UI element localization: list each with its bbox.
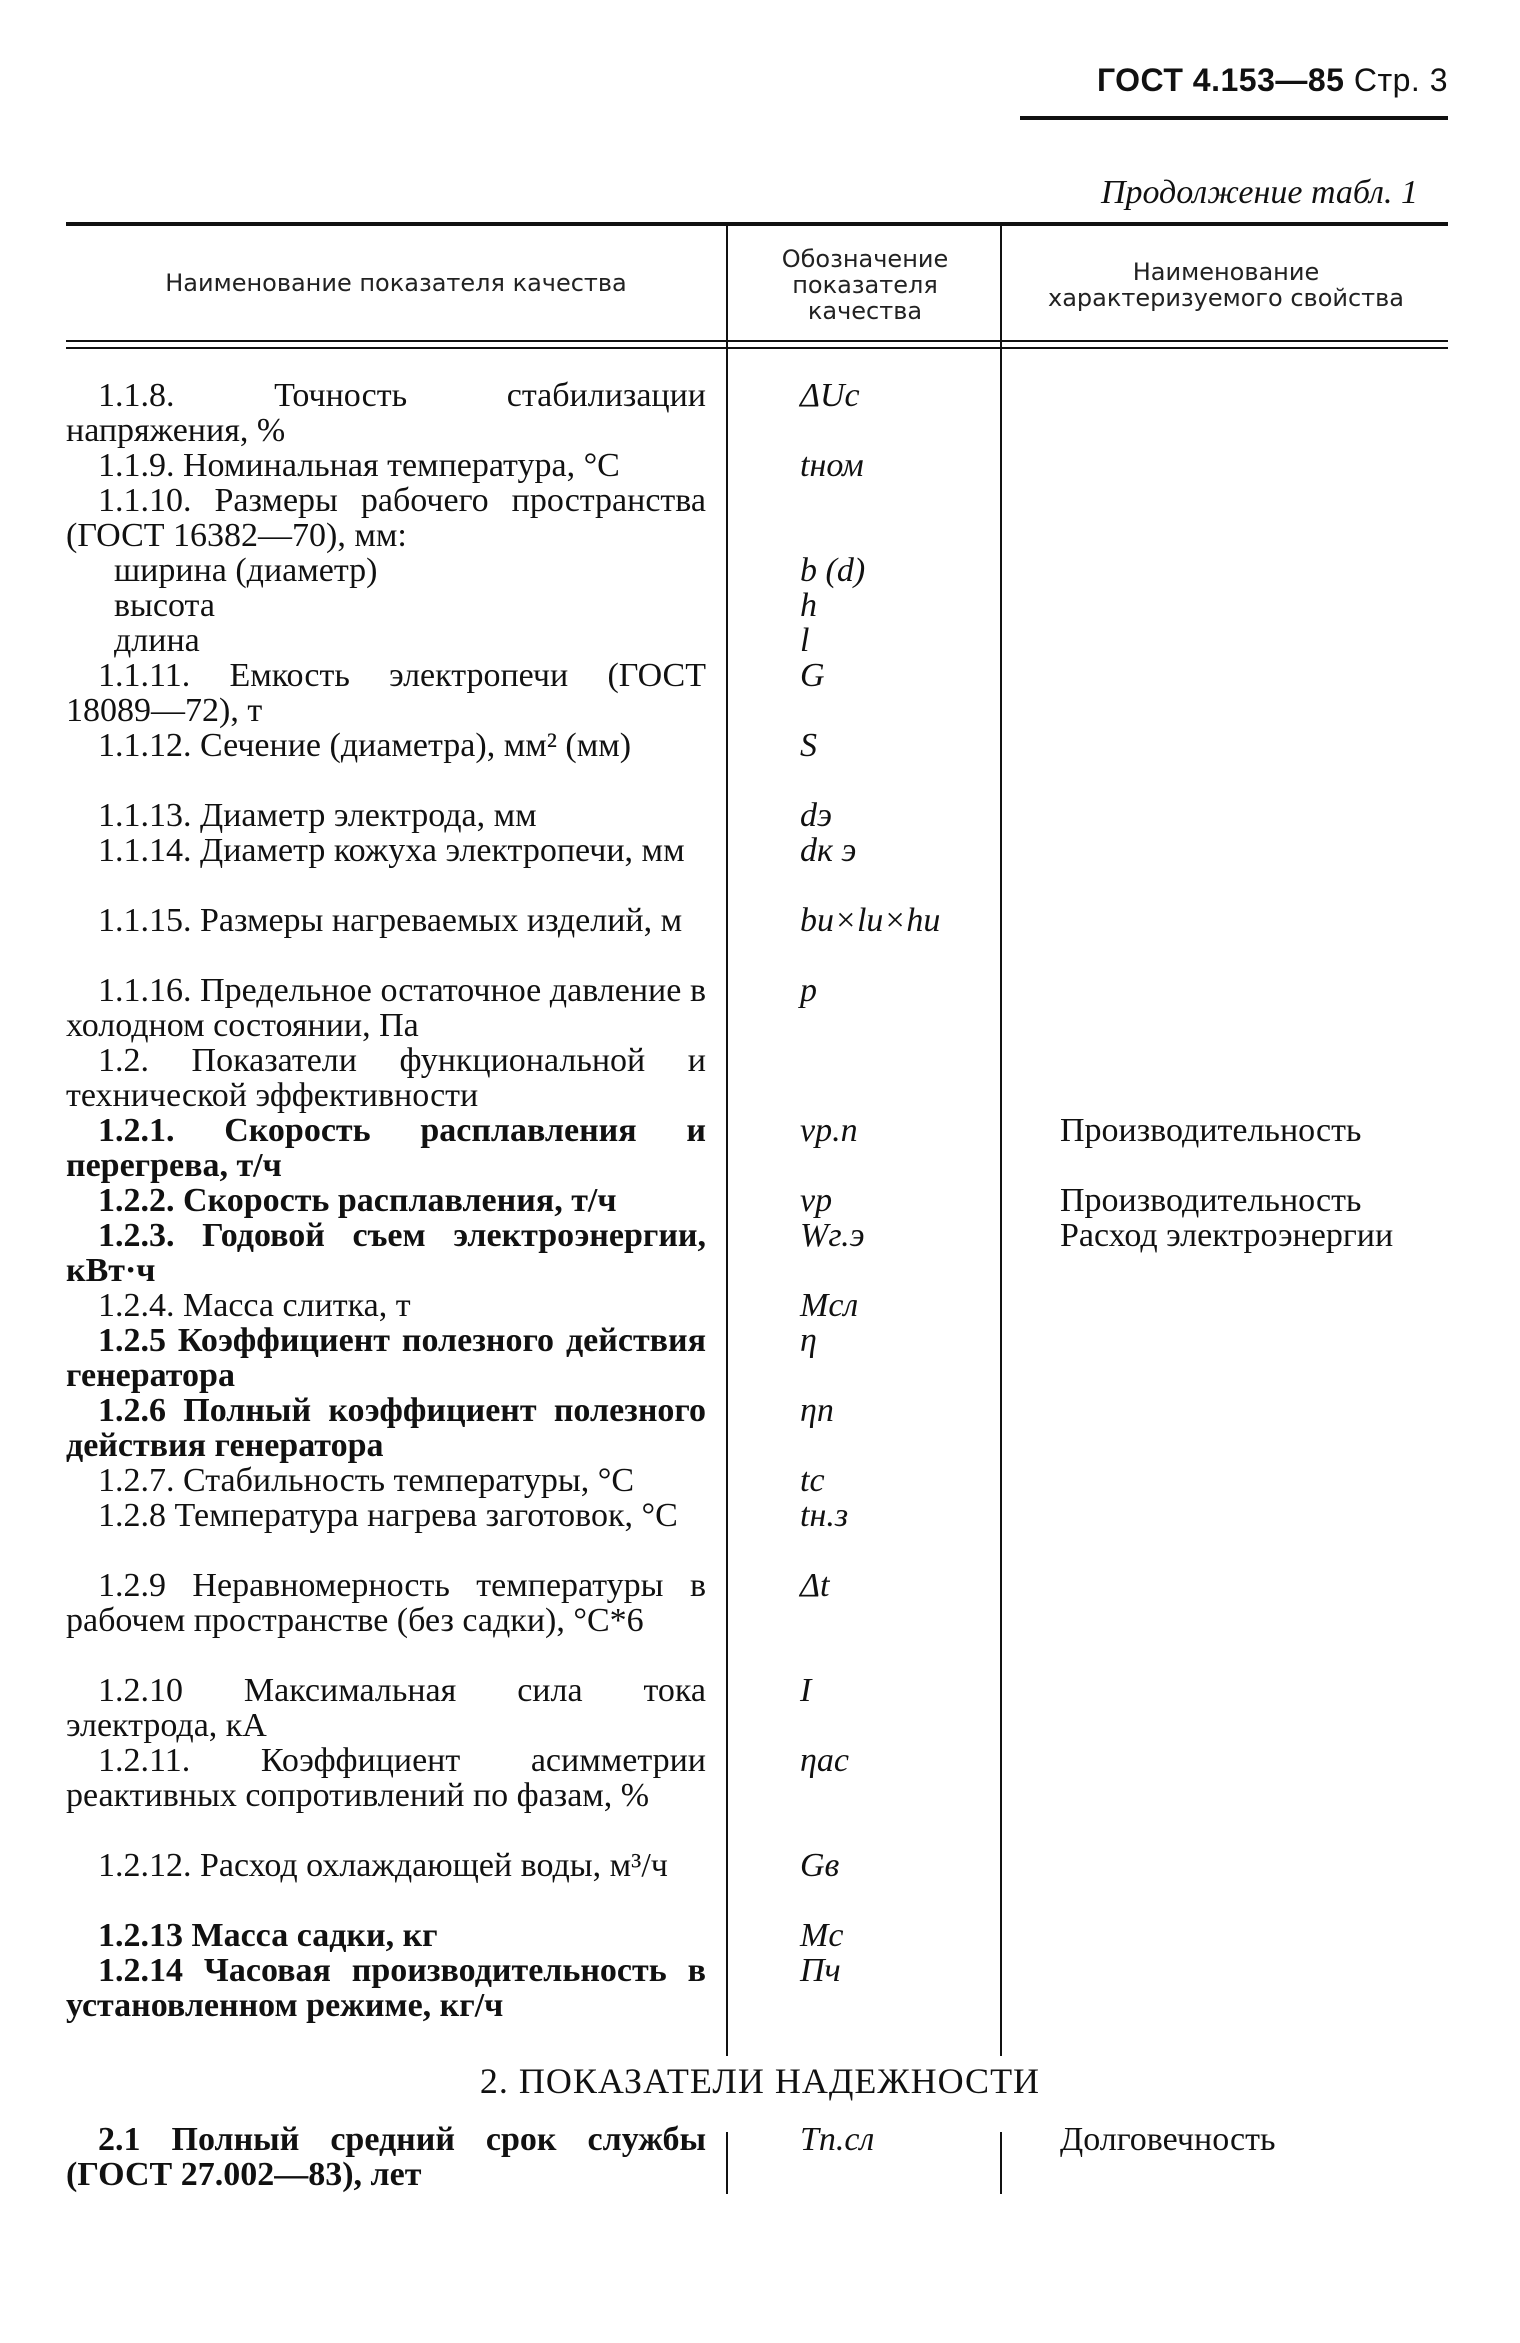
row-property: Производительность [1060, 1182, 1362, 1219]
table-row [0, 1498, 1520, 1568]
table-body [0, 378, 1520, 2023]
row-name: длина [114, 622, 200, 659]
column-header-name: Наименование показателя качества [165, 269, 627, 297]
row-name: 1.1.16. Предельное остаточное давление в холодном состоянии, Па [66, 972, 706, 1044]
row-name: 1.1.15. Размеры нагреваемых изделий, м [98, 902, 683, 939]
row-name: 1.1.14. Диаметр кожуха электропечи, мм [98, 832, 685, 869]
table-row [0, 1183, 1520, 1218]
table-row [0, 1113, 1520, 1183]
table-row [0, 623, 1520, 658]
row-name: 1.2.13 Масса садки, кг [98, 1917, 438, 1954]
standard-number: ГОСТ 4.153—85 [1096, 62, 1345, 98]
table-row [0, 2122, 1520, 2192]
row-symbol: Gв [800, 1847, 840, 1884]
row-name: 1.2.11. Коэффициент асимметрии реактивных сопротивлений по фазам, % [66, 1742, 706, 1814]
row-symbol: I [800, 1672, 812, 1709]
row-name: 1.2.2. Скорость расплавления, т/ч [98, 1182, 617, 1219]
table-row [0, 1218, 1520, 1288]
table-row [0, 483, 1520, 553]
row-symbol: Wг.э [800, 1217, 865, 1254]
row-name: 1.1.11. Емкость электропечи (ГОСТ 18089—72), т [66, 657, 706, 729]
table-row [0, 728, 1520, 798]
row-symbol: ηп [800, 1392, 834, 1429]
row-name: высота [114, 587, 215, 624]
row-property: Расход электроэнергии [1060, 1217, 1394, 1254]
row-name: 1.2.9 Неравномерность температуры в рабочем пространстве (без садки), °С*6 [66, 1567, 706, 1639]
header-bottom-rule-2 [66, 347, 1448, 349]
row-symbol: η [800, 1322, 817, 1359]
table-row [0, 903, 1520, 973]
column-separator-3 [726, 2132, 728, 2194]
row-symbol: tном [800, 447, 864, 484]
row-symbol: dк э [800, 832, 857, 869]
table-row [0, 378, 1520, 448]
row-property: Производительность [1060, 1112, 1362, 1149]
row-name: 1.2. Показатели функциональной и технической эффективности [66, 1042, 706, 1114]
table-row [0, 1288, 1520, 1323]
column-header-symbol: Обозначение показателя качества [781, 245, 949, 325]
table-row [0, 1393, 1520, 1463]
row-symbol: Mсл [800, 1287, 859, 1324]
row-symbol: h [800, 587, 817, 624]
row-symbol: Пч [800, 1952, 841, 1989]
row-symbol: vр [800, 1182, 833, 1219]
row-name: 1.2.7. Стабильность температуры, °С [98, 1462, 635, 1499]
row-name: ширина (диаметр) [114, 552, 378, 589]
row-name: 1.2.12. Расход охлаждающей воды, м³/ч [98, 1847, 668, 1884]
row-symbol: S [800, 727, 817, 764]
row-name: 1.1.9. Номинальная температура, °С [98, 447, 620, 484]
row-name: 1.2.5 Коэффициент полезного действия генератора [66, 1322, 706, 1394]
table-row [0, 798, 1520, 833]
row-property: Долговечность [1060, 2121, 1276, 2158]
table-row [0, 833, 1520, 903]
row-name: 1.2.10 Максимальная сила тока электрода, кА [66, 1672, 706, 1744]
row-symbol: G [800, 657, 825, 694]
table-row [0, 553, 1520, 588]
table-row [0, 1953, 1520, 2023]
running-header [1097, 62, 1448, 99]
row-symbol: tн.з [800, 1497, 849, 1534]
row-symbol: dэ [800, 797, 832, 834]
row-name: 1.1.12. Сечение (диаметра), мм² (мм) [98, 727, 632, 764]
table-row [0, 1918, 1520, 1953]
row-symbol: Δt [800, 1567, 830, 1604]
header-bottom-rule [66, 340, 1448, 342]
table-row [0, 1463, 1520, 1498]
table-row [0, 1673, 1520, 1743]
table-row [0, 658, 1520, 728]
column-separator-4 [1000, 2132, 1002, 2194]
row-symbol: tс [800, 1462, 825, 1499]
row-name: 1.1.8. Точность стабилизации напряжения, % [66, 377, 706, 449]
table-row [0, 973, 1520, 1043]
table-row [0, 1743, 1520, 1848]
row-symbol: p [800, 972, 817, 1009]
table-row [0, 1043, 1520, 1113]
row-name: 1.2.14 Часовая производительность в установленном режиме, кг/ч [66, 1952, 706, 2024]
row-symbol: Tп.сл [800, 2121, 875, 2158]
table-continuation-caption: Продолжение табл. 1 [1100, 174, 1418, 211]
row-symbol: l [800, 622, 810, 659]
table-row [0, 1568, 1520, 1673]
row-symbol: ηас [800, 1742, 849, 1779]
row-name: 1.2.4. Масса слитка, т [98, 1287, 411, 1324]
row-symbol: Mс [800, 1917, 844, 1954]
table-row [0, 1323, 1520, 1393]
row-name: 2.1 Полный средний срок службы (ГОСТ 27.002—83), лет [66, 2121, 706, 2193]
row-symbol: b (d) [800, 552, 866, 589]
section-title: 2. ПОКАЗАТЕЛИ НАДЕЖНОСТИ [479, 2061, 1041, 2101]
row-symbol: vр.п [800, 1112, 858, 1149]
row-name: 1.2.6 Полный коэффициент полезного действия генератора [66, 1392, 706, 1464]
row-name: 1.2.8 Температура нагрева заготовок, °С [98, 1497, 678, 1534]
table-row [0, 448, 1520, 483]
row-name: 1.1.10. Размеры рабочего пространства (ГОСТ 16382—70), мм: [66, 482, 706, 554]
row-symbol: bи×lи×hи [800, 902, 941, 939]
row-name: 1.2.3. Годовой съем электроэнергии, кВт·ч [66, 1217, 706, 1289]
table-row [0, 1848, 1520, 1918]
row-name: 1.2.1. Скорость расплавления и перегрева, т/ч [66, 1112, 706, 1184]
page-number: Стр. 3 [1353, 62, 1448, 98]
column-header-property: Наименование характеризуемого свойства [1047, 258, 1404, 312]
header-rule [1020, 116, 1448, 120]
row-name: 1.1.13. Диаметр электрода, мм [98, 797, 537, 834]
row-symbol: ΔUс [800, 377, 860, 414]
table-row [0, 588, 1520, 623]
